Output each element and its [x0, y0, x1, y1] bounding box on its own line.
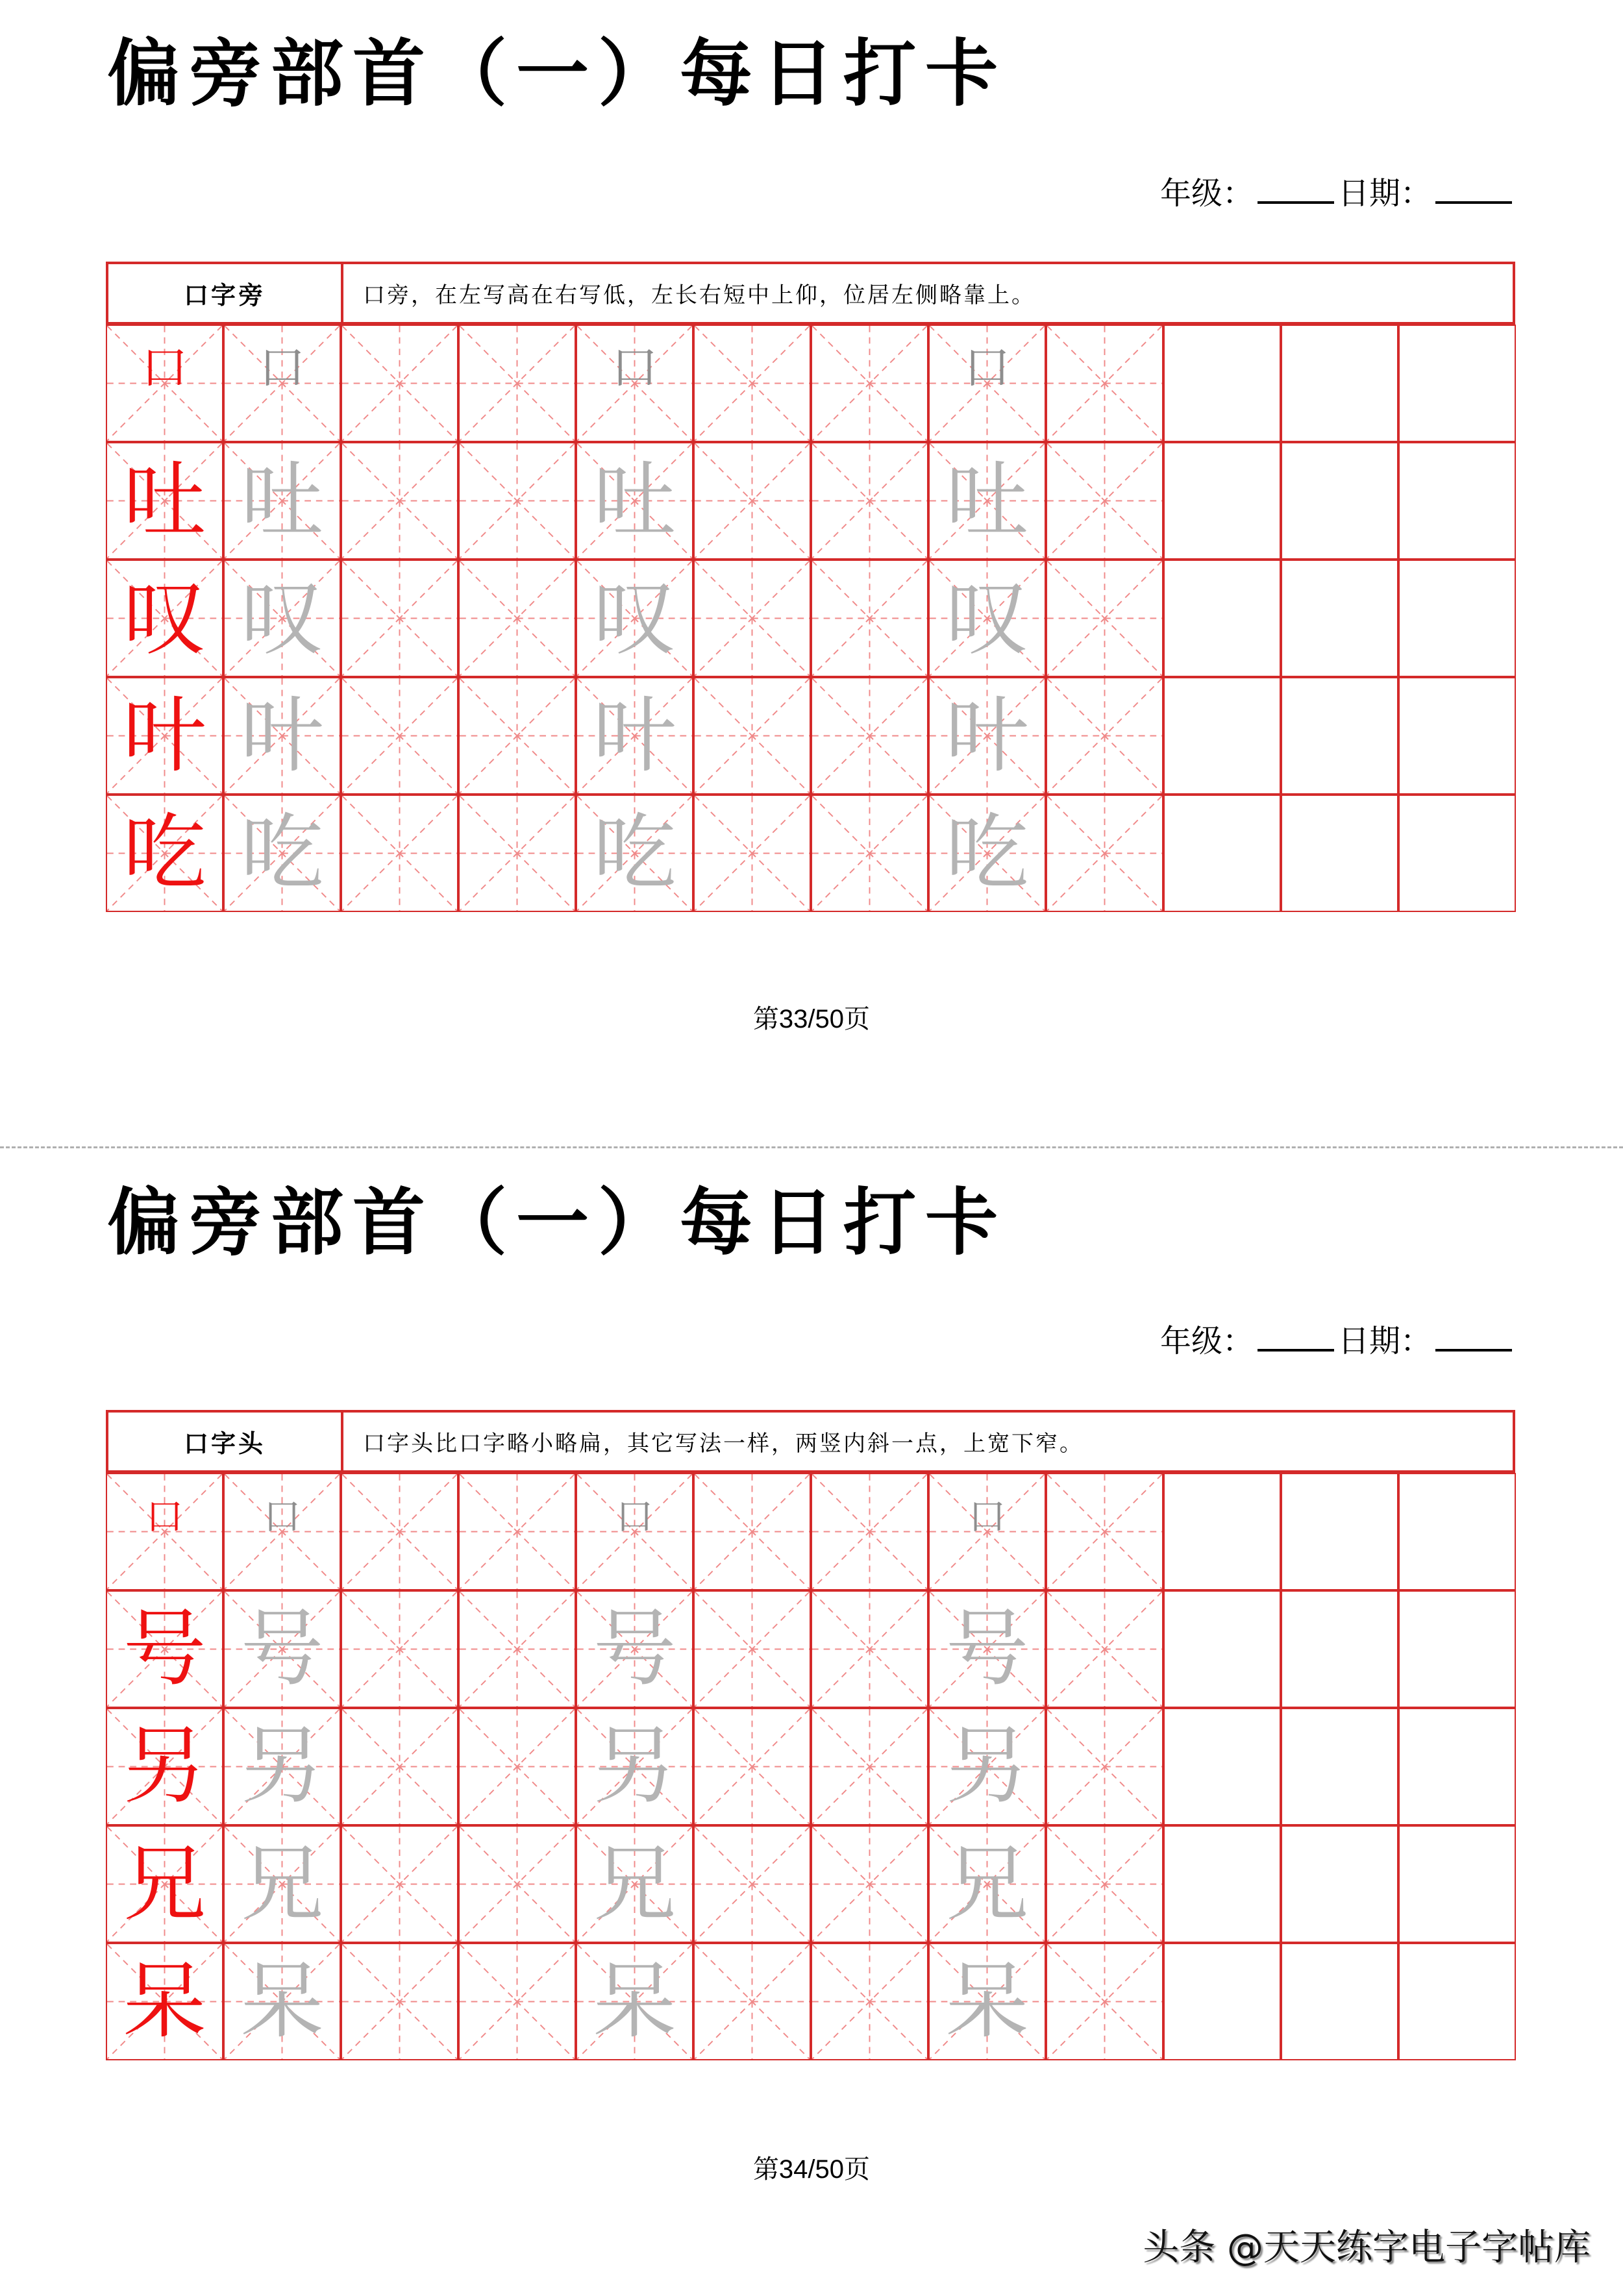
practice-row	[106, 1943, 1515, 2060]
mi-grid-cell[interactable]	[693, 325, 811, 442]
trace-character: 另	[593, 1718, 676, 1815]
mi-grid-cell[interactable]	[223, 1825, 341, 1943]
blank-practice-cell[interactable]	[1163, 325, 1281, 442]
mi-grid-guide-icon	[342, 326, 457, 441]
mi-grid-cell[interactable]	[928, 560, 1046, 677]
mi-grid-cell[interactable]	[458, 1943, 576, 2060]
trace-character: 号	[945, 1600, 1029, 1697]
mi-grid-cell[interactable]	[576, 560, 693, 677]
mi-grid-cell[interactable]	[693, 560, 811, 677]
model-character: 口	[145, 1494, 184, 1538]
mi-grid-cell[interactable]	[576, 325, 693, 442]
mi-grid-cell[interactable]	[693, 1590, 811, 1708]
trace-character: 叶	[593, 687, 676, 784]
mi-grid-cell[interactable]	[928, 1473, 1046, 1590]
mi-grid-cell[interactable]	[223, 677, 341, 795]
grade-blank[interactable]	[1258, 1323, 1334, 1352]
date-label: 日期：	[1337, 175, 1431, 212]
radical-name: 口字头	[108, 1413, 343, 1470]
mi-grid-guide-icon	[812, 678, 927, 793]
mi-grid-cell[interactable]	[928, 677, 1046, 795]
mi-grid-cell[interactable]	[1046, 677, 1163, 795]
mi-grid-cell[interactable]	[576, 1825, 693, 1943]
blank-practice-cell[interactable]	[1281, 325, 1398, 442]
mi-grid-cell[interactable]	[458, 560, 576, 677]
mi-grid-guide-icon	[460, 678, 575, 793]
blank-practice-cell[interactable]	[1398, 442, 1516, 560]
mi-grid-cell[interactable]	[1046, 795, 1163, 912]
trace-character: 口	[963, 340, 1011, 395]
blank-practice-cell[interactable]	[1163, 442, 1281, 560]
sheet-header	[106, 262, 1515, 325]
practice-row	[106, 442, 1515, 560]
mi-grid-guide-icon	[812, 326, 927, 441]
mi-grid-guide-icon	[695, 1592, 810, 1707]
trace-character: 号	[240, 1600, 324, 1697]
mi-grid-cell[interactable]	[223, 795, 341, 912]
mi-grid-cell[interactable]	[928, 1943, 1046, 2060]
mi-grid-guide-icon	[695, 796, 810, 911]
trace-character: 吃	[240, 804, 324, 902]
mi-grid-guide-icon	[342, 1474, 457, 1589]
mi-grid-cell[interactable]	[341, 1943, 458, 2060]
mi-grid-guide-icon	[695, 678, 810, 793]
mi-grid-guide-icon	[812, 561, 927, 676]
mi-grid-cell[interactable]	[928, 1590, 1046, 1708]
trace-character: 兄	[593, 1835, 676, 1932]
mi-grid-cell[interactable]	[1046, 1708, 1163, 1825]
trace-character: 另	[240, 1718, 324, 1815]
mi-grid-guide-icon	[342, 796, 457, 911]
mi-grid-cell[interactable]	[693, 677, 811, 795]
practice-row	[106, 560, 1515, 677]
trace-character: 另	[945, 1718, 1029, 1815]
mi-grid-cell[interactable]	[1046, 1825, 1163, 1943]
blank-practice-cell[interactable]	[1163, 1473, 1281, 1590]
mi-grid-cell[interactable]	[341, 442, 458, 560]
trace-character: 叹	[240, 569, 324, 667]
page-title: 偏旁部首（一）每日打卡	[107, 1180, 1007, 1265]
trace-character: 叹	[593, 569, 676, 667]
mi-grid-cell[interactable]	[341, 795, 458, 912]
trace-character: 呆	[240, 1953, 324, 2050]
trace-character: 口	[263, 1494, 301, 1538]
mi-grid-cell[interactable]	[341, 1473, 458, 1590]
mi-grid-cell[interactable]	[576, 442, 693, 560]
mi-grid-cell[interactable]	[693, 1825, 811, 1943]
model-character: 号	[123, 1600, 206, 1697]
grade-blank[interactable]	[1258, 175, 1334, 204]
mi-grid-guide-icon	[695, 1474, 810, 1589]
mi-grid-cell[interactable]	[223, 1473, 341, 1590]
mi-grid-guide-icon	[460, 443, 575, 558]
mi-grid-cell[interactable]	[341, 560, 458, 677]
mi-grid-cell[interactable]	[223, 442, 341, 560]
mi-grid-guide-icon	[695, 1944, 810, 2059]
mi-grid-guide-icon	[460, 326, 575, 441]
mi-grid-cell[interactable]	[811, 560, 928, 677]
mi-grid-cell[interactable]	[693, 795, 811, 912]
blank-practice-cell[interactable]	[1163, 677, 1281, 795]
mi-grid-guide-icon	[1047, 326, 1162, 441]
page-number: 第34/50页	[752, 2155, 871, 2184]
mi-grid-guide-icon	[460, 561, 575, 676]
mi-grid-guide-icon	[1047, 1944, 1162, 2059]
practice-row	[106, 1590, 1515, 1708]
mi-grid-guide-icon	[1047, 1592, 1162, 1707]
trace-character: 呆	[593, 1953, 676, 2050]
mi-grid-cell[interactable]	[811, 1943, 928, 2060]
mi-grid-cell[interactable]	[106, 1708, 223, 1825]
mi-grid-guide-icon	[342, 678, 457, 793]
blank-practice-cell[interactable]	[1281, 1943, 1398, 2060]
blank-practice-cell[interactable]	[1281, 1590, 1398, 1708]
mi-grid-cell[interactable]	[458, 1708, 576, 1825]
blank-practice-cell[interactable]	[1398, 677, 1516, 795]
worksheet-page-2	[0, 1148, 1623, 2296]
mi-grid-cell[interactable]	[458, 795, 576, 912]
model-character: 口	[141, 340, 188, 395]
trace-character: 号	[593, 1600, 676, 1697]
mi-grid-cell[interactable]	[576, 1943, 693, 2060]
mi-grid-cell[interactable]	[576, 1708, 693, 1825]
mi-grid-guide-icon	[342, 561, 457, 676]
mi-grid-guide-icon	[460, 1944, 575, 2059]
mi-grid-guide-icon	[812, 443, 927, 558]
trace-character: 兄	[240, 1835, 324, 1932]
mi-grid-guide-icon	[460, 1592, 575, 1707]
mi-grid-cell[interactable]	[811, 1590, 928, 1708]
trace-character: 口	[968, 1494, 1006, 1538]
mi-grid-cell[interactable]	[576, 1473, 693, 1590]
mi-grid-cell[interactable]	[928, 325, 1046, 442]
radical-name: 口字旁	[108, 264, 343, 322]
mi-grid-cell[interactable]	[223, 1708, 341, 1825]
mi-grid-cell[interactable]	[223, 1590, 341, 1708]
mi-grid-guide-icon	[1047, 678, 1162, 793]
mi-grid-cell[interactable]	[811, 795, 928, 912]
blank-practice-cell[interactable]	[1163, 560, 1281, 677]
mi-grid-guide-icon	[460, 796, 575, 911]
mi-grid-guide-icon	[1047, 443, 1162, 558]
mi-grid-cell[interactable]	[223, 1943, 341, 2060]
blank-practice-cell[interactable]	[1163, 1708, 1281, 1825]
mi-grid-cell[interactable]	[1046, 1590, 1163, 1708]
mi-grid-guide-icon	[1047, 1474, 1162, 1589]
mi-grid-guide-icon	[460, 1474, 575, 1589]
mi-grid-cell[interactable]	[106, 1825, 223, 1943]
grade-date-line	[1159, 175, 1516, 212]
blank-practice-cell[interactable]	[1281, 560, 1398, 677]
trace-character: 吐	[945, 452, 1029, 549]
trace-character: 口	[611, 340, 658, 395]
mi-grid-guide-icon	[812, 1827, 927, 1942]
practice-row	[106, 795, 1515, 912]
mi-grid-guide-icon	[342, 1592, 457, 1707]
mi-grid-cell[interactable]	[106, 1590, 223, 1708]
blank-practice-cell[interactable]	[1398, 1825, 1516, 1943]
mi-grid-guide-icon	[342, 443, 457, 558]
trace-character: 吃	[593, 804, 676, 902]
mi-grid-cell[interactable]	[223, 325, 341, 442]
blank-practice-cell[interactable]	[1398, 1708, 1516, 1825]
blank-practice-cell[interactable]	[1398, 325, 1516, 442]
model-character: 兄	[123, 1835, 206, 1932]
mi-grid-cell[interactable]	[458, 442, 576, 560]
trace-character: 兄	[945, 1835, 1029, 1932]
mi-grid-guide-icon	[812, 1592, 927, 1707]
model-character: 吃	[123, 804, 206, 902]
mi-grid-cell[interactable]	[106, 325, 223, 442]
practice-row	[106, 1473, 1515, 1590]
mi-grid-cell[interactable]	[928, 1825, 1046, 1943]
model-character: 叹	[123, 569, 206, 667]
mi-grid-cell[interactable]	[693, 1473, 811, 1590]
blank-practice-cell[interactable]	[1281, 795, 1398, 912]
blank-practice-cell[interactable]	[1163, 1590, 1281, 1708]
mi-grid-cell[interactable]	[341, 1708, 458, 1825]
mi-grid-cell[interactable]	[811, 325, 928, 442]
model-character: 叶	[123, 687, 206, 784]
mi-grid-guide-icon	[1047, 1827, 1162, 1942]
mi-grid-guide-icon	[695, 1709, 810, 1824]
grade-label: 年级：	[1159, 175, 1254, 212]
blank-practice-cell[interactable]	[1398, 1943, 1516, 2060]
trace-character: 口	[615, 1494, 654, 1538]
mi-grid-cell[interactable]	[811, 1473, 928, 1590]
practice-row	[106, 677, 1515, 795]
mi-grid-cell[interactable]	[458, 325, 576, 442]
grade-label: 年级：	[1159, 1323, 1254, 1359]
mi-grid-cell[interactable]	[576, 677, 693, 795]
mi-grid-cell[interactable]	[1046, 325, 1163, 442]
mi-grid-cell[interactable]	[693, 1708, 811, 1825]
grade-date-line	[1160, 1323, 1516, 1357]
date-blank[interactable]	[1435, 1323, 1512, 1352]
sheet-header	[106, 1410, 1515, 1473]
mi-grid-cell[interactable]	[341, 1590, 458, 1708]
radical-description: 口旁，在左写高在右写低，左长右短中上仰，位居左侧略靠上。	[363, 282, 1035, 308]
mi-grid-cell[interactable]	[458, 1590, 576, 1708]
mi-grid-guide-icon	[342, 1827, 457, 1942]
mi-grid-cell[interactable]	[576, 795, 693, 912]
mi-grid-cell[interactable]	[811, 442, 928, 560]
mi-grid-cell[interactable]	[106, 1473, 223, 1590]
mi-grid-cell[interactable]	[576, 1590, 693, 1708]
mi-grid-cell[interactable]	[693, 442, 811, 560]
blank-practice-cell[interactable]	[1281, 1473, 1398, 1590]
blank-practice-cell[interactable]	[1398, 1473, 1516, 1590]
practice-row	[106, 1825, 1515, 1943]
mi-grid-guide-icon	[460, 1827, 575, 1942]
blank-practice-cell[interactable]	[1163, 795, 1281, 912]
mi-grid-guide-icon	[812, 1944, 927, 2059]
trace-character: 吐	[593, 452, 676, 549]
mi-grid-cell[interactable]	[341, 1825, 458, 1943]
mi-grid-cell[interactable]	[928, 795, 1046, 912]
mi-grid-cell[interactable]	[1046, 560, 1163, 677]
mi-grid-guide-icon	[695, 443, 810, 558]
practice-row	[106, 325, 1515, 442]
mi-grid-cell[interactable]	[341, 677, 458, 795]
radical-description: 口字头比口字略小略扁，其它写法一样，两竖内斜一点，上宽下窄。	[363, 1431, 1084, 1457]
trace-character: 吃	[945, 804, 1029, 902]
trace-character: 叶	[945, 687, 1029, 784]
blank-practice-cell[interactable]	[1398, 560, 1516, 677]
mi-grid-guide-icon	[812, 1474, 927, 1589]
mi-grid-cell[interactable]	[928, 442, 1046, 560]
mi-grid-cell[interactable]	[458, 1473, 576, 1590]
mi-grid-cell[interactable]	[458, 677, 576, 795]
mi-grid-cell[interactable]	[106, 1943, 223, 2060]
mi-grid-cell[interactable]	[458, 1825, 576, 1943]
mi-grid-guide-icon	[812, 1709, 927, 1824]
page-number: 第33/50页	[752, 1005, 871, 1033]
mi-grid-guide-icon	[342, 1709, 457, 1824]
mi-grid-cell[interactable]	[106, 442, 223, 560]
mi-grid-guide-icon	[1047, 796, 1162, 911]
blank-practice-cell[interactable]	[1281, 677, 1398, 795]
date-blank[interactable]	[1435, 175, 1512, 204]
mi-grid-cell[interactable]	[106, 560, 223, 677]
watermark: 头条 @天天练字电子字帖库	[1143, 2227, 1591, 2269]
mi-grid-cell[interactable]	[106, 677, 223, 795]
mi-grid-cell[interactable]	[1046, 1473, 1163, 1590]
blank-practice-cell[interactable]	[1163, 1943, 1281, 2060]
trace-character: 吐	[240, 452, 324, 549]
trace-character: 呆	[945, 1953, 1029, 2050]
mi-grid-cell[interactable]	[106, 795, 223, 912]
mi-grid-cell[interactable]	[693, 1943, 811, 2060]
worksheet-page-1	[0, 0, 1623, 1146]
page-title: 偏旁部首（一）每日打卡	[107, 31, 1007, 116]
mi-grid-guide-icon	[342, 1944, 457, 2059]
mi-grid-cell[interactable]	[928, 1708, 1046, 1825]
mi-grid-cell[interactable]	[1046, 442, 1163, 560]
blank-practice-cell[interactable]	[1281, 1825, 1398, 1943]
date-label: 日期：	[1337, 1323, 1431, 1359]
model-character: 呆	[123, 1953, 206, 2050]
mi-grid-guide-icon	[812, 796, 927, 911]
trace-character: 叹	[945, 569, 1029, 667]
mi-grid-cell[interactable]	[811, 1825, 928, 1943]
blank-practice-cell[interactable]	[1163, 1825, 1281, 1943]
mi-grid-guide-icon	[695, 326, 810, 441]
blank-practice-cell[interactable]	[1398, 1590, 1516, 1708]
mi-grid-cell[interactable]	[811, 1708, 928, 1825]
mi-grid-guide-icon	[695, 1827, 810, 1942]
model-character: 另	[123, 1718, 206, 1815]
trace-character: 口	[258, 340, 306, 395]
mi-grid-guide-icon	[695, 561, 810, 676]
blank-practice-cell[interactable]	[1281, 1708, 1398, 1825]
model-character: 吐	[123, 452, 206, 549]
mi-grid-cell[interactable]	[341, 325, 458, 442]
mi-grid-guide-icon	[1047, 1709, 1162, 1824]
trace-character: 叶	[240, 687, 324, 784]
mi-grid-guide-icon	[460, 1709, 575, 1824]
mi-grid-cell[interactable]	[223, 560, 341, 677]
blank-practice-cell[interactable]	[1398, 795, 1516, 912]
blank-practice-cell[interactable]	[1281, 442, 1398, 560]
practice-row	[106, 1708, 1515, 1825]
mi-grid-cell[interactable]	[1046, 1943, 1163, 2060]
mi-grid-guide-icon	[1047, 561, 1162, 676]
mi-grid-cell[interactable]	[811, 677, 928, 795]
